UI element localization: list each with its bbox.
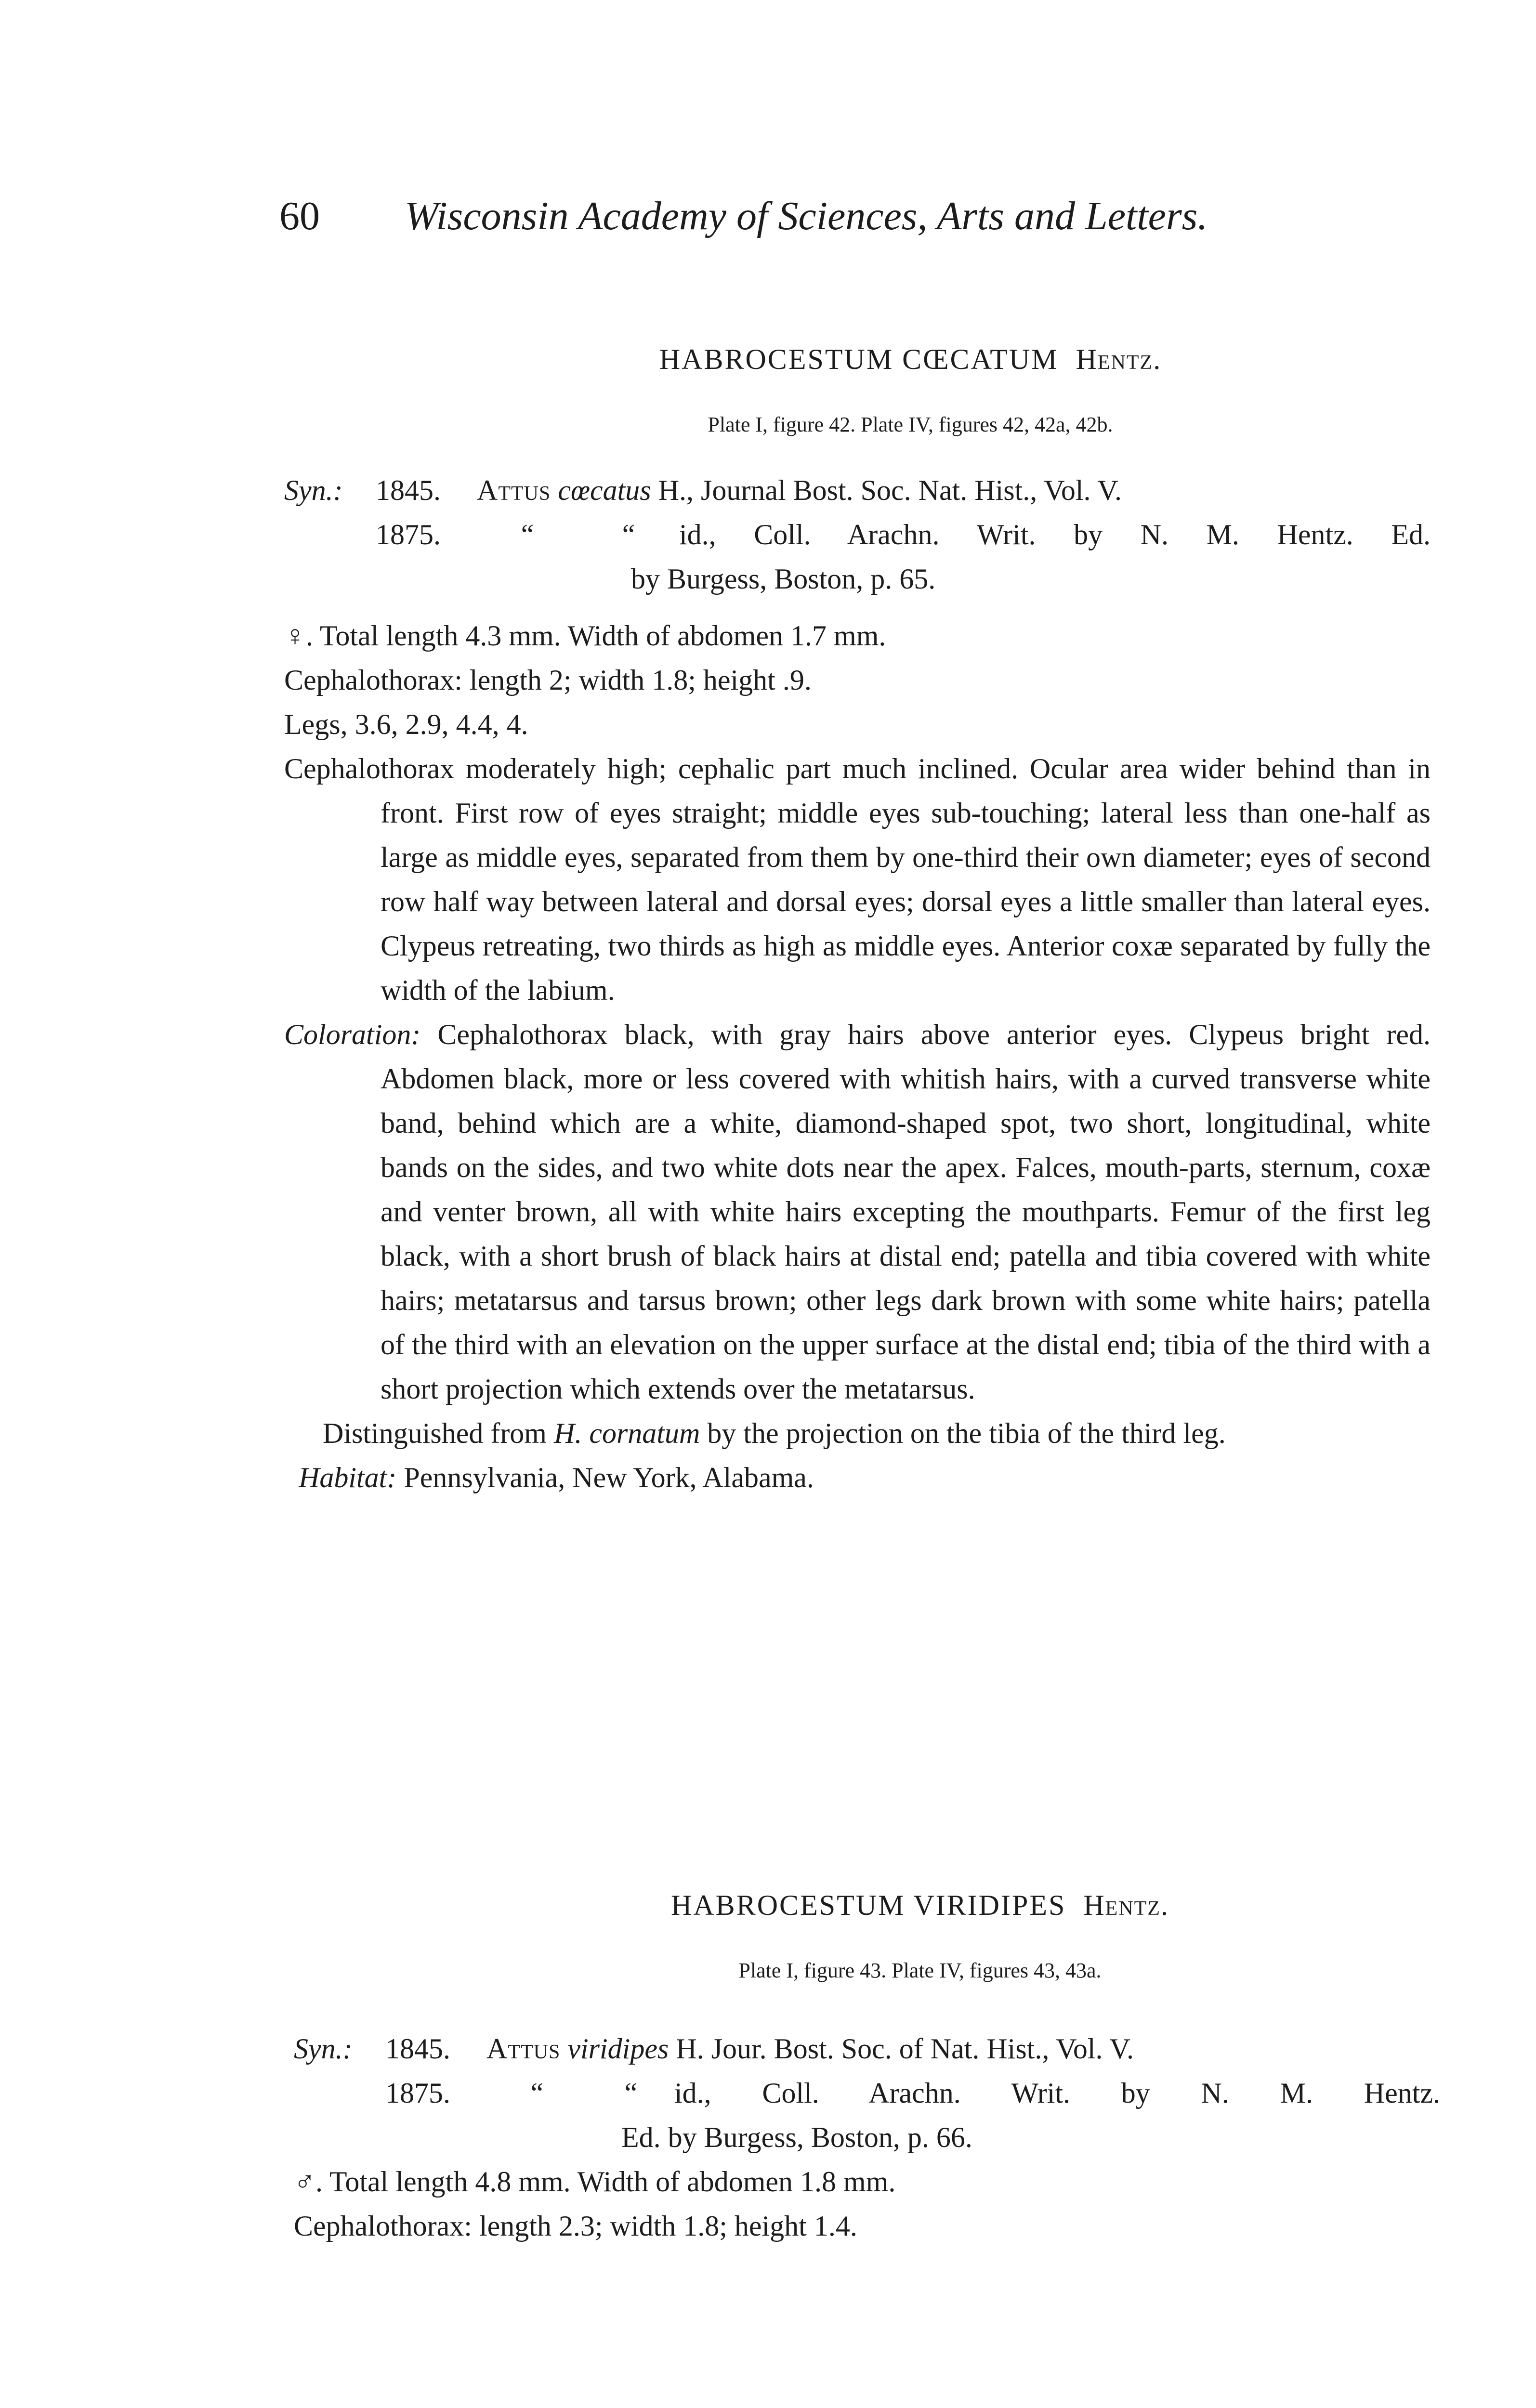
syn-epithet: cœcatus	[558, 474, 651, 506]
syn-genus: Attus	[477, 474, 551, 506]
species-author: Hentz.	[1083, 1889, 1169, 1921]
habitat-text: Pennsylvania, New York, Alabama.	[404, 1462, 814, 1493]
distinguished-text-end: by the projection on the tibia of the third leg.	[707, 1417, 1226, 1449]
syn-label: Syn.:	[294, 2033, 353, 2065]
distinguished-text: Distinguished from	[323, 1417, 547, 1449]
page-number: 60	[279, 194, 320, 238]
plate-reference: Plate I, figure 42. Plate IV, figures 42, 42a, 42b.	[708, 413, 1113, 436]
coloration-paragraph	[284, 1012, 1431, 1411]
syn-text: id., Coll. Arachn. Writ. by N. M. Hentz.	[674, 2077, 1440, 2109]
syn-year: 1875.	[385, 2077, 450, 2109]
syn-ditto-genus: “	[521, 519, 534, 550]
syn-citation	[477, 468, 1431, 512]
species-author: Hentz.	[1076, 343, 1162, 375]
species-name: HABROCESTUM CŒCATUM	[659, 343, 1059, 375]
syn-year: 1845.	[376, 474, 441, 506]
synonymy	[294, 2027, 1440, 2159]
species-entry-1	[284, 337, 1431, 1500]
habitat-label: Habitat:	[299, 1462, 397, 1493]
measurement-legs: Legs, 3.6, 2.9, 4.4, 4.	[284, 708, 528, 740]
syn-text: H., Journal Bost. Soc. Nat. Hist., Vol. V.	[658, 474, 1122, 506]
syn-continuation: Ed. by Burgess, Boston, p. 66.	[621, 2121, 972, 2153]
coloration-label: Coloration:	[284, 1019, 421, 1050]
syn-genus: Attus	[486, 2033, 561, 2065]
syn-label: Syn.:	[284, 474, 343, 506]
description-paragraph: Cephalothorax moderately high; cephalic part much inclined. Ocular area wider behind than in front. First row of eyes straight; middle eyes sub-touching; lateral less than one-half as large as middle eyes, separated from them by one-third their own diameter; eyes of second row half way between lateral and dorsal eyes; dorsal eyes a little smaller than lateral eyes. Clypeus retreating, two thirds as high as middle eyes. Anterior coxæ separated by fully the width of the labium.	[284, 753, 1431, 1006]
syn-ditto-epithet: “	[624, 2077, 638, 2109]
measurement-cephalothorax: Cephalothorax: length 2.3; width 1.8; height 1.4.	[294, 2210, 857, 2242]
syn-ditto-epithet: “	[622, 519, 635, 550]
syn-year: 1845.	[385, 2033, 450, 2065]
measurement-total: ♂. Total length 4.8 mm. Width of abdomen 1.8 mm.	[294, 2166, 896, 2198]
syn-continuation: by Burgess, Boston, p. 65.	[631, 563, 936, 595]
synonym-row	[294, 2071, 1440, 2115]
running-header	[279, 193, 1208, 239]
habitat-line	[284, 1455, 1431, 1500]
compared-species: H. cornatum	[553, 1417, 700, 1449]
journal-title: Wisconsin Academy of Sciences, Arts and Letters.	[405, 194, 1208, 238]
species-name: HABROCESTUM VIRIDIPES	[671, 1889, 1066, 1921]
coloration-text: Cephalothorax black, with gray hairs above anterior eyes. Clypeus bright red. Abdomen black, more or less covered with whitish hairs, with a curved transverse white band, behind which are a white, diamond-shaped spot, two short, longitudinal, white bands on the sides, and two white dots near the apex. Falces, mouth-parts, sternum, coxæ and venter brown, all with white hairs excepting the mouthparts. Femur of the first leg black, with a short brush of black hairs at distal end; patella and tibia covered with white hairs; metatarsus and tarsus brown; other legs dark brown with some white hairs; patella of the third with an elevation on the upper surface at the distal end; tibia of the third with a short projection which extends over the metatarsus.	[381, 1019, 1431, 1405]
species-title	[284, 337, 1431, 381]
synonym-row	[284, 468, 1431, 512]
syn-ditto-genus: “	[530, 2077, 544, 2109]
species-entry-2	[294, 1883, 1440, 2248]
distinguished-paragraph	[284, 1411, 1431, 1455]
species-title	[294, 1883, 1440, 1927]
synonym-row	[294, 2027, 1440, 2071]
synonym-row	[284, 512, 1431, 557]
syn-epithet: viridipes	[567, 2033, 669, 2065]
measurement-cephalothorax: Cephalothorax: length 2; width 1.8; height .9.	[284, 664, 812, 696]
syn-text: id., Coll. Arachn. Writ. by N. M. Hentz. Ed.	[679, 519, 1431, 550]
syn-citation	[486, 2027, 1440, 2071]
syn-text: H. Jour. Bost. Soc. of Nat. Hist., Vol. V.	[676, 2033, 1134, 2065]
synonymy	[284, 468, 1431, 601]
syn-year: 1875.	[376, 519, 441, 550]
plate-reference: Plate I, figure 43. Plate IV, figures 43, 43a.	[738, 1959, 1102, 1982]
measurement-total: ♀. Total length 4.3 mm. Width of abdomen 1.7 mm.	[284, 620, 886, 652]
